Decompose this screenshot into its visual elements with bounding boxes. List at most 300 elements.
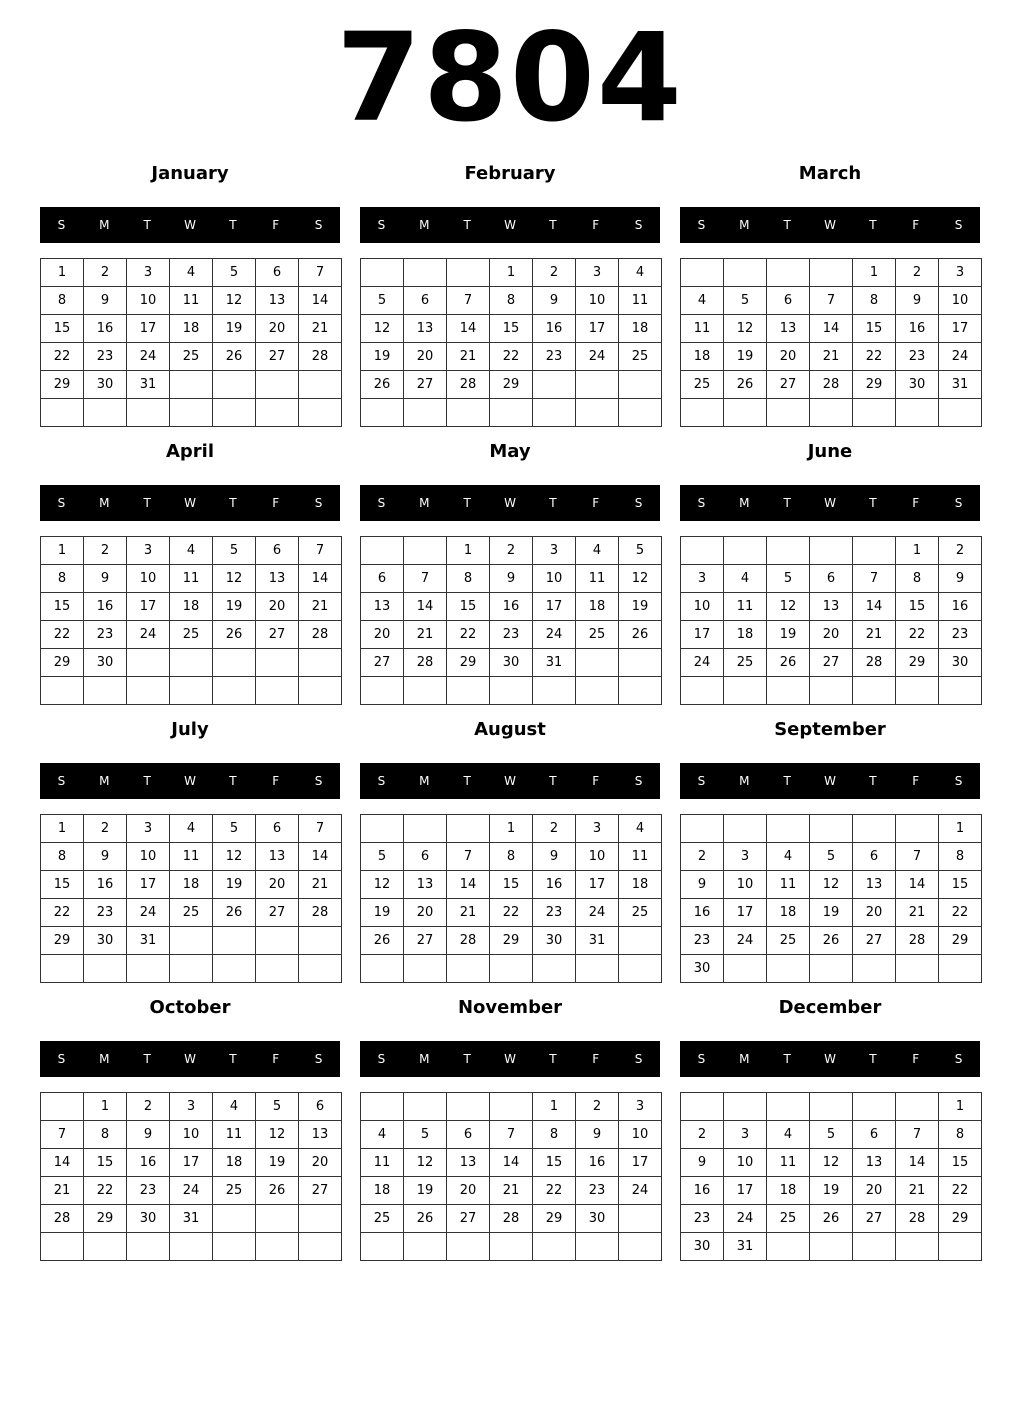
weekday-label: S [634, 218, 643, 232]
weekday-header [360, 763, 660, 799]
day-cell: 20 [256, 593, 299, 621]
day-cell: 25 [767, 927, 810, 955]
day-cell: 20 [404, 899, 447, 927]
week-row [361, 399, 662, 427]
day-cell: 28 [404, 649, 447, 677]
day-cell [447, 1093, 490, 1121]
day-cell: 19 [767, 621, 810, 649]
day-cell: 9 [681, 1149, 724, 1177]
day-cell: 2 [127, 1093, 170, 1121]
day-cell: 23 [681, 927, 724, 955]
day-cell: 18 [170, 593, 213, 621]
day-cell: 21 [41, 1177, 84, 1205]
day-cell: 7 [810, 287, 853, 315]
day-cell: 29 [447, 649, 490, 677]
week-row [41, 1093, 342, 1121]
day-cell [896, 399, 939, 427]
day-cell: 12 [361, 315, 404, 343]
day-cell [619, 649, 662, 677]
day-cell [127, 677, 170, 705]
day-cell: 10 [724, 871, 767, 899]
day-cell: 16 [84, 593, 127, 621]
day-cell: 5 [256, 1093, 299, 1121]
day-cell: 6 [404, 287, 447, 315]
day-cell: 14 [447, 871, 490, 899]
day-cell: 18 [767, 1177, 810, 1205]
day-cell: 14 [299, 565, 342, 593]
day-cell: 14 [896, 1149, 939, 1177]
day-cell: 26 [361, 371, 404, 399]
day-cell: 1 [41, 815, 84, 843]
day-cell: 9 [681, 871, 724, 899]
day-cell: 22 [490, 343, 533, 371]
weekday-label: S [697, 218, 706, 232]
day-cell: 21 [810, 343, 853, 371]
day-cell: 13 [853, 1149, 896, 1177]
day-cell: 17 [576, 871, 619, 899]
week-row [361, 815, 662, 843]
week-row [681, 315, 982, 343]
day-cell: 30 [84, 927, 127, 955]
day-cell: 28 [490, 1205, 533, 1233]
day-cell: 15 [896, 593, 939, 621]
weekday-label: M [419, 496, 430, 510]
day-cell: 22 [490, 899, 533, 927]
weekday-header [680, 485, 980, 521]
day-cell [404, 677, 447, 705]
day-cell: 26 [404, 1205, 447, 1233]
day-cell: 1 [533, 1093, 576, 1121]
day-cell: 8 [853, 287, 896, 315]
day-cell [853, 537, 896, 565]
day-cell [256, 677, 299, 705]
week-row [41, 621, 342, 649]
day-cell: 23 [84, 343, 127, 371]
day-cell [256, 927, 299, 955]
day-cell: 11 [213, 1121, 256, 1149]
day-cell: 9 [84, 843, 127, 871]
day-cell: 13 [256, 565, 299, 593]
day-cell [533, 371, 576, 399]
day-cell: 22 [447, 621, 490, 649]
weekday-header [680, 763, 980, 799]
weekday-label: T [783, 774, 791, 788]
day-cell: 21 [447, 899, 490, 927]
day-cell [490, 1233, 533, 1261]
week-row [681, 927, 982, 955]
day-cell: 30 [84, 649, 127, 677]
weekday-label: T [229, 218, 237, 232]
day-cell [84, 955, 127, 983]
week-row [361, 677, 662, 705]
day-cell: 23 [84, 621, 127, 649]
weekday-label: F [272, 774, 280, 788]
day-cell: 23 [127, 1177, 170, 1205]
weekday-label: T [783, 1052, 791, 1066]
day-cell [767, 1233, 810, 1261]
day-cell: 18 [170, 871, 213, 899]
day-cell: 8 [84, 1121, 127, 1149]
day-cell: 12 [404, 1149, 447, 1177]
day-cell [681, 259, 724, 287]
day-cell: 25 [619, 899, 662, 927]
weekday-label: M [419, 1052, 430, 1066]
day-cell: 24 [127, 899, 170, 927]
day-cell: 6 [853, 843, 896, 871]
day-cell: 16 [84, 315, 127, 343]
day-cell: 7 [490, 1121, 533, 1149]
day-cell [724, 1093, 767, 1121]
day-cell [256, 1233, 299, 1261]
week-row [41, 259, 342, 287]
day-cell: 23 [533, 899, 576, 927]
day-cell: 28 [299, 343, 342, 371]
year-title: 7804 [336, 7, 684, 149]
week-row [41, 649, 342, 677]
day-cell: 15 [853, 315, 896, 343]
day-cell: 17 [724, 1177, 767, 1205]
day-cell: 11 [170, 843, 213, 871]
day-cell: 31 [724, 1233, 767, 1261]
weekday-label: F [592, 496, 600, 510]
day-cell: 25 [619, 343, 662, 371]
weekday-label: T [549, 496, 557, 510]
day-cell: 20 [810, 621, 853, 649]
day-cell [619, 371, 662, 399]
day-cell: 9 [127, 1121, 170, 1149]
weekday-label: S [377, 1052, 386, 1066]
day-cell: 3 [724, 843, 767, 871]
day-cell [939, 399, 982, 427]
day-cell: 15 [41, 315, 84, 343]
day-cell: 4 [619, 815, 662, 843]
day-cell: 8 [896, 565, 939, 593]
weekday-label: T [463, 774, 471, 788]
day-cell [767, 537, 810, 565]
day-cell: 19 [724, 343, 767, 371]
day-cell: 7 [41, 1121, 84, 1149]
weekday-label: T [229, 496, 237, 510]
day-cell: 19 [361, 343, 404, 371]
day-cell: 26 [810, 1205, 853, 1233]
day-cell [447, 399, 490, 427]
weekday-label: M [419, 218, 430, 232]
day-cell: 9 [896, 287, 939, 315]
week-row [41, 871, 342, 899]
weekday-label: T [143, 218, 151, 232]
day-cell: 7 [299, 537, 342, 565]
day-cell: 30 [896, 371, 939, 399]
day-cell [361, 677, 404, 705]
day-cell: 15 [939, 871, 982, 899]
day-cell: 17 [681, 621, 724, 649]
month-name: January [151, 163, 229, 184]
week-row [361, 565, 662, 593]
day-cell: 2 [490, 537, 533, 565]
week-row [361, 259, 662, 287]
day-cell [767, 677, 810, 705]
day-cell [533, 955, 576, 983]
day-cell: 16 [533, 871, 576, 899]
day-cell [41, 399, 84, 427]
day-cell [84, 399, 127, 427]
week-row [41, 593, 342, 621]
month-january [40, 158, 340, 428]
day-cell: 29 [939, 927, 982, 955]
weekday-label: S [314, 496, 323, 510]
day-cell [939, 1233, 982, 1261]
day-cell: 13 [404, 871, 447, 899]
day-cell [576, 649, 619, 677]
day-cell [170, 371, 213, 399]
day-grid [40, 814, 342, 983]
day-cell: 17 [939, 315, 982, 343]
day-cell: 10 [724, 1149, 767, 1177]
week-row [361, 343, 662, 371]
day-cell: 28 [853, 649, 896, 677]
week-row [361, 621, 662, 649]
day-cell: 14 [810, 315, 853, 343]
day-cell [896, 1093, 939, 1121]
day-cell: 15 [490, 871, 533, 899]
day-cell [256, 955, 299, 983]
day-cell [361, 1233, 404, 1261]
month-may [360, 436, 660, 706]
day-grid [40, 536, 342, 705]
day-cell: 21 [896, 1177, 939, 1205]
day-grid [40, 1092, 342, 1261]
weekday-header [40, 485, 340, 521]
week-row [681, 1149, 982, 1177]
weekday-label: W [184, 218, 196, 232]
day-cell: 8 [939, 843, 982, 871]
weekday-label: S [954, 1052, 963, 1066]
day-cell: 1 [84, 1093, 127, 1121]
week-row [681, 565, 982, 593]
day-cell [299, 677, 342, 705]
day-cell: 20 [256, 315, 299, 343]
week-row [361, 593, 662, 621]
day-cell: 5 [810, 1121, 853, 1149]
weekday-header [40, 1041, 340, 1077]
week-row [41, 343, 342, 371]
day-cell [810, 1093, 853, 1121]
day-cell [619, 399, 662, 427]
weekday-label: M [99, 496, 110, 510]
day-cell: 1 [447, 537, 490, 565]
day-cell: 18 [170, 315, 213, 343]
day-cell: 13 [361, 593, 404, 621]
weekday-label: F [912, 1052, 920, 1066]
day-cell: 25 [170, 343, 213, 371]
week-row [41, 537, 342, 565]
day-cell: 5 [213, 259, 256, 287]
day-cell: 18 [619, 315, 662, 343]
day-cell [127, 955, 170, 983]
week-row [681, 871, 982, 899]
day-cell [576, 955, 619, 983]
day-cell: 29 [853, 371, 896, 399]
day-cell [299, 927, 342, 955]
day-cell: 8 [490, 287, 533, 315]
day-cell: 10 [127, 287, 170, 315]
day-cell: 18 [361, 1177, 404, 1205]
day-cell: 12 [810, 1149, 853, 1177]
week-row [361, 1177, 662, 1205]
day-cell: 26 [767, 649, 810, 677]
day-cell: 23 [576, 1177, 619, 1205]
day-cell: 19 [256, 1149, 299, 1177]
day-cell [853, 815, 896, 843]
weekday-label: S [57, 1052, 66, 1066]
day-cell [84, 1233, 127, 1261]
week-row [681, 677, 982, 705]
day-cell: 24 [681, 649, 724, 677]
day-cell [170, 649, 213, 677]
day-cell: 25 [361, 1205, 404, 1233]
day-cell: 1 [939, 1093, 982, 1121]
day-cell: 24 [724, 927, 767, 955]
day-cell [576, 677, 619, 705]
day-cell: 22 [84, 1177, 127, 1205]
day-cell: 8 [41, 565, 84, 593]
day-cell: 22 [853, 343, 896, 371]
day-cell: 29 [41, 371, 84, 399]
month-april [40, 436, 340, 706]
day-cell: 2 [84, 815, 127, 843]
day-cell: 16 [533, 315, 576, 343]
day-cell [681, 677, 724, 705]
day-cell [767, 955, 810, 983]
day-cell [256, 371, 299, 399]
month-december [680, 992, 980, 1262]
day-cell: 6 [256, 537, 299, 565]
weekday-label: W [504, 1052, 516, 1066]
day-cell: 20 [853, 899, 896, 927]
day-cell [213, 1205, 256, 1233]
day-cell: 25 [576, 621, 619, 649]
week-row [41, 565, 342, 593]
day-cell: 4 [576, 537, 619, 565]
day-cell: 24 [533, 621, 576, 649]
day-cell: 18 [576, 593, 619, 621]
day-cell: 27 [299, 1177, 342, 1205]
week-row [41, 371, 342, 399]
day-cell [447, 955, 490, 983]
day-cell [404, 955, 447, 983]
day-cell: 14 [404, 593, 447, 621]
day-cell: 1 [490, 815, 533, 843]
day-cell [490, 677, 533, 705]
day-cell [896, 815, 939, 843]
day-cell: 13 [447, 1149, 490, 1177]
month-name: March [798, 163, 862, 184]
week-row [361, 955, 662, 983]
day-cell: 7 [896, 1121, 939, 1149]
day-cell: 21 [853, 621, 896, 649]
day-cell [170, 399, 213, 427]
week-row [681, 1121, 982, 1149]
day-cell: 12 [256, 1121, 299, 1149]
weekday-label: W [184, 496, 196, 510]
week-row [681, 1093, 982, 1121]
weekday-header [680, 207, 980, 243]
day-cell: 27 [256, 621, 299, 649]
day-grid [360, 258, 662, 427]
day-cell: 11 [170, 287, 213, 315]
day-cell: 29 [84, 1205, 127, 1233]
day-cell: 6 [256, 815, 299, 843]
day-cell: 10 [939, 287, 982, 315]
day-cell: 18 [767, 899, 810, 927]
day-grid [40, 258, 342, 427]
day-cell: 21 [447, 343, 490, 371]
day-cell: 19 [404, 1177, 447, 1205]
week-row [41, 815, 342, 843]
day-cell [810, 399, 853, 427]
day-cell [681, 399, 724, 427]
weekday-label: F [912, 218, 920, 232]
weekday-label: S [314, 218, 323, 232]
day-cell: 23 [681, 1205, 724, 1233]
day-cell: 16 [681, 1177, 724, 1205]
weekday-label: S [697, 774, 706, 788]
day-cell: 28 [299, 899, 342, 927]
day-cell: 15 [533, 1149, 576, 1177]
weekday-label: M [99, 218, 110, 232]
day-cell: 22 [896, 621, 939, 649]
day-cell: 11 [681, 315, 724, 343]
day-cell: 2 [939, 537, 982, 565]
day-cell [299, 1233, 342, 1261]
day-cell: 25 [767, 1205, 810, 1233]
week-row [361, 843, 662, 871]
weekday-label: W [504, 496, 516, 510]
day-cell: 8 [490, 843, 533, 871]
day-cell [853, 399, 896, 427]
weekday-label: T [229, 774, 237, 788]
day-cell [724, 677, 767, 705]
day-cell: 31 [127, 927, 170, 955]
day-cell: 3 [127, 259, 170, 287]
week-row [681, 1205, 982, 1233]
week-row [681, 1177, 982, 1205]
day-cell: 2 [533, 815, 576, 843]
week-row [361, 1093, 662, 1121]
day-cell: 3 [127, 815, 170, 843]
day-cell [404, 1233, 447, 1261]
day-cell: 23 [533, 343, 576, 371]
day-cell: 8 [447, 565, 490, 593]
day-cell: 9 [490, 565, 533, 593]
day-cell: 6 [447, 1121, 490, 1149]
day-cell: 2 [681, 843, 724, 871]
day-cell: 3 [576, 815, 619, 843]
day-cell: 28 [299, 621, 342, 649]
day-cell: 17 [576, 315, 619, 343]
day-cell: 17 [619, 1149, 662, 1177]
day-cell: 22 [939, 899, 982, 927]
day-cell [127, 399, 170, 427]
day-cell [853, 955, 896, 983]
weekday-label: T [869, 218, 877, 232]
day-cell: 20 [853, 1177, 896, 1205]
day-cell: 28 [447, 927, 490, 955]
day-cell [767, 815, 810, 843]
day-cell [724, 537, 767, 565]
day-cell [810, 537, 853, 565]
day-cell [810, 677, 853, 705]
